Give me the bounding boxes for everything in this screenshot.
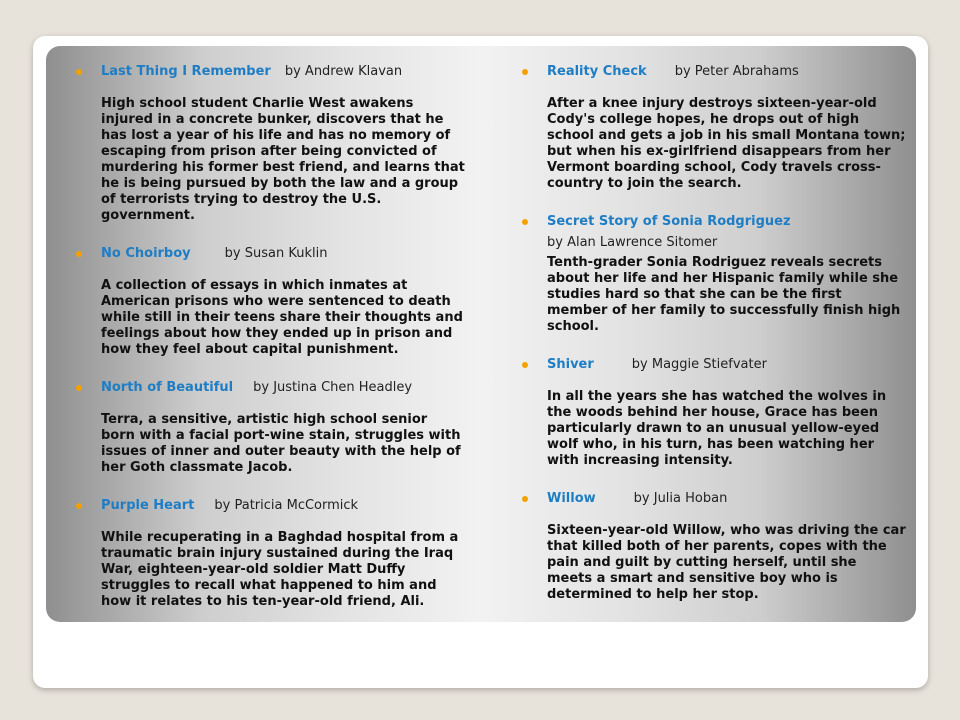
book-entry (75, 497, 465, 610)
bullet-icon (76, 69, 82, 75)
book-heading (521, 490, 906, 508)
book-heading (521, 213, 906, 231)
book-title: Willow (547, 491, 596, 506)
book-title: Purple Heart (101, 498, 195, 513)
book-entry (75, 245, 465, 358)
book-entry (521, 213, 906, 335)
book-description: A collection of essays in which inmates at American prisons who were sentenced to death while still in their teens share their thoughts and feelings about how they ended up in prison and how they feel about capital punishment. (101, 278, 463, 357)
book-description: In all the years she has watched the wolves in the woods behind her house, Grace has been particularly drawn to an unusual yellow-eyed wolf who, in his turn, has been watching her with increasing intensity. (547, 389, 887, 468)
bullet-icon (76, 503, 82, 509)
book-author: by Julia Hoban (633, 491, 728, 506)
book-heading (521, 356, 906, 374)
book-author: by Alan Lawrence Sitomer (547, 235, 718, 250)
book-description: After a knee injury destroys sixteen-year-old Cody's college hopes, he drops out of high school and gets a job in his small Montana town; but when his ex-girlfriend disappears from her Vermont boarding school, Cody travels cross-country to join the search. (547, 96, 906, 191)
bullet-icon (522, 69, 528, 75)
book-title: Secret Story of Sonia Rodgriguez (547, 214, 791, 229)
book-title: Shiver (547, 357, 594, 372)
book-heading (75, 63, 465, 81)
book-description: Sixteen-year-old Willow, who was driving the car that killed both of her parents, copes with the pain and guilt by cutting herself, until she meets a smart and sensitive boy who is determined to help her stop. (547, 523, 906, 602)
bullet-icon (522, 362, 528, 368)
book-description: While recuperating in a Baghdad hospital from a traumatic brain injury sustained during the Iraq War, eighteen-year-old soldier Matt Duffy struggles to recall what happened to him and how it relates to his ten-year-old friend, Ali. (101, 530, 459, 609)
book-entry (521, 356, 906, 469)
right-column (521, 63, 906, 624)
book-heading (75, 379, 465, 397)
book-heading (75, 497, 465, 515)
book-description: Terra, a sensitive, artistic high school senior born with a facial port-wine stain, struggles with issues of inner and outer beauty with the help of her Goth classmate Jacob. (101, 412, 461, 475)
book-entry (521, 490, 906, 603)
book-title: Last Thing I Remember (101, 64, 271, 79)
book-author: by Maggie Stiefvater (631, 357, 767, 372)
bullet-icon (522, 496, 528, 502)
book-title: Reality Check (547, 64, 647, 79)
book-heading (521, 63, 906, 81)
book-author: by Justina Chen Headley (253, 380, 413, 395)
book-title: No Choirboy (101, 246, 191, 261)
bullet-icon (76, 385, 82, 391)
book-entry (75, 63, 465, 224)
book-author: by Andrew Klavan (284, 64, 403, 79)
book-heading (75, 245, 465, 263)
book-title: North of Beautiful (101, 380, 234, 395)
book-author: by Patricia McCormick (214, 498, 359, 513)
book-entry (521, 63, 906, 192)
book-author: by Susan Kuklin (224, 246, 328, 261)
left-column (75, 63, 465, 631)
bullet-icon (522, 219, 528, 225)
book-author: by Peter Abrahams (674, 64, 799, 79)
bullet-icon (76, 251, 82, 257)
book-description: High school student Charlie West awakens injured in a concrete bunker, discovers that he has lost a year of his life and has no memory of escaping from prison after being convicted of murdering his former best friend, and learns that he is being pursued by both the law and a group of terrorists trying to destroy the U.S. government. (101, 96, 465, 223)
book-description: Tenth-grader Sonia Rodriguez reveals secrets about her life and her Hispanic family while she studies hard so that she can be the first member of her family to successfully finish high school. (547, 255, 901, 334)
book-entry (75, 379, 465, 476)
